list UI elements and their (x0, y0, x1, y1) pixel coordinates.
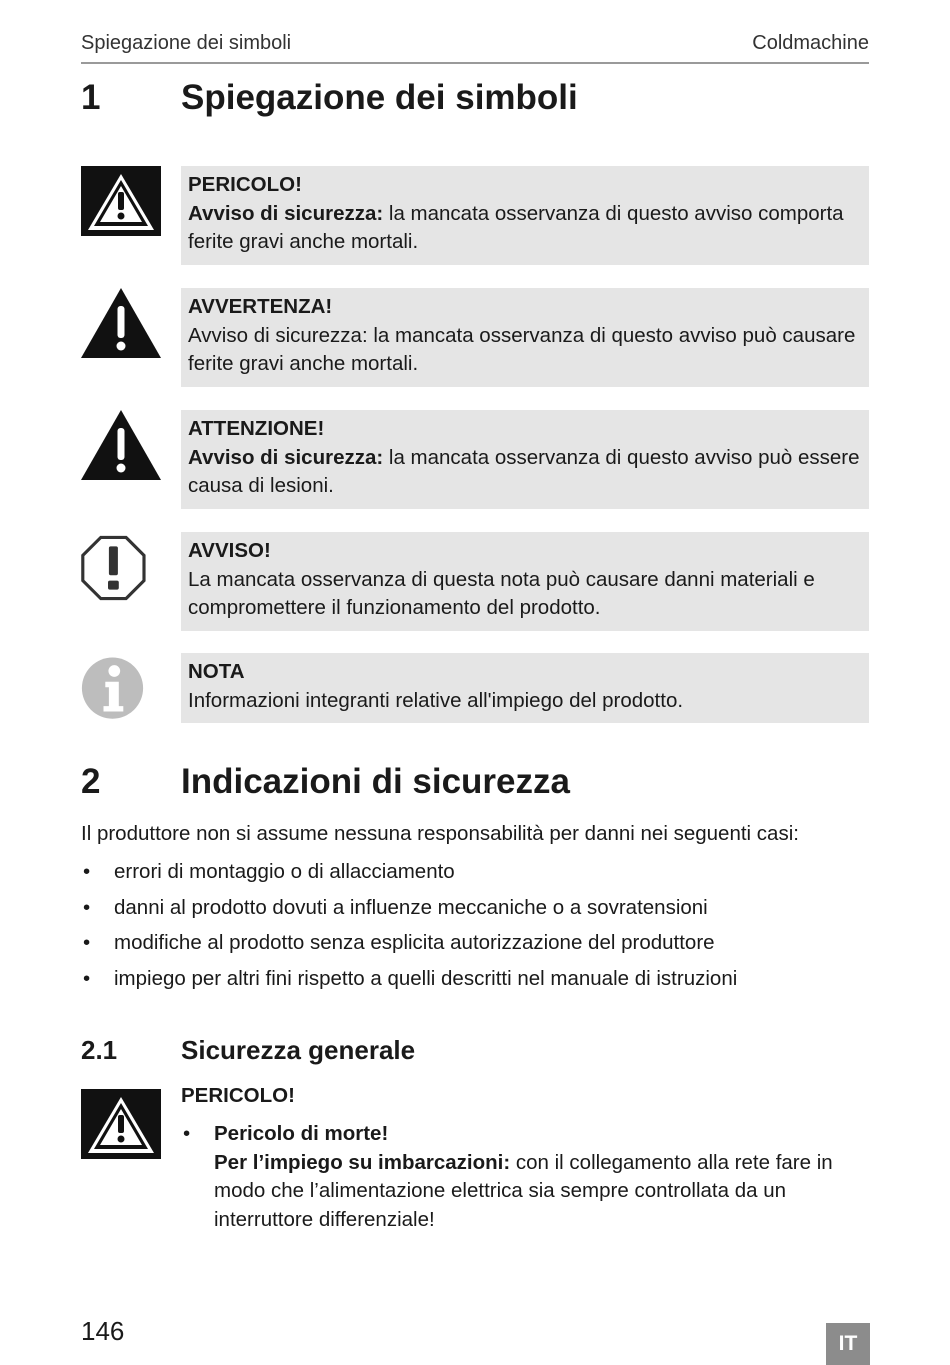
symbol-text: la mancata osservanza di questo avviso può essere causa di lesioni. (188, 445, 860, 497)
section-2-1-title: Sicurezza generale (181, 1035, 416, 1065)
liability-list (81, 858, 737, 1000)
symbol-text: la mancata osservanza di questo avviso comporta ferite gravi anche mortali. (188, 201, 844, 253)
symbol-box-note (181, 653, 869, 723)
section-2-number: 2 (81, 762, 101, 801)
list-item (81, 965, 737, 1001)
list-item-text: errori di montaggio o di allacciamento (114, 860, 455, 883)
symbol-label: AVVISO! (188, 539, 271, 562)
general-danger-text: con il collegamento alla rete fare in modo che l’alimentazione elettrica sia sempre controllata da un interruttore differenziale! (214, 1150, 833, 1231)
list-item-text: modifiche al prodotto senza esplicita autorizzazione del produttore (114, 931, 715, 954)
bullet-icon: • (83, 931, 91, 954)
list-item (81, 929, 737, 965)
section-1-title: Spiegazione dei simboli (181, 78, 578, 117)
bullet-icon: • (83, 860, 91, 883)
symbol-label: AVVERTENZA! (188, 295, 333, 318)
symbol-label: PERICOLO! (188, 173, 302, 196)
symbol-label: NOTA (188, 660, 245, 683)
warning-triangle-icon (81, 288, 161, 360)
general-danger-body (214, 1120, 869, 1234)
running-header (81, 30, 869, 64)
symbol-box-warning (181, 288, 869, 387)
general-danger-title: Pericolo di morte! (214, 1122, 389, 1145)
list-item-text: danni al prodotto dovuti a influenze meccaniche o a sovratensioni (114, 895, 708, 919)
symbol-box-caution (181, 410, 869, 509)
info-circle-icon (81, 653, 153, 725)
list-item (81, 894, 737, 930)
page-number: 146 (81, 1316, 125, 1346)
bullet-icon: • (183, 1122, 191, 1145)
warning-square-icon (81, 166, 161, 238)
running-header-section: Spiegazione dei simboli (81, 32, 292, 54)
warning-square-icon (81, 1089, 161, 1161)
language-tab: IT (826, 1323, 870, 1365)
general-danger-lead: Per l’impiego su imbarcazioni: (214, 1150, 511, 1174)
warning-triangle-icon (81, 410, 161, 482)
symbol-lead: Avviso di sicurezza: (188, 201, 384, 225)
symbol-box-danger (181, 166, 869, 265)
bullet-icon: • (83, 966, 91, 990)
octagon-exclamation-icon (81, 532, 153, 604)
symbol-text: Informazioni integranti relative all'impiego del prodotto. (188, 688, 684, 712)
bullet-icon: • (83, 895, 91, 919)
section-2-intro: Il produttore non si assume nessuna responsabilità per danni nei seguenti casi: (81, 822, 799, 845)
list-item-text: impiego per altri fini rispetto a quelli descritti nel manuale di istruzioni (114, 966, 738, 990)
general-danger-label: PERICOLO! (181, 1084, 295, 1107)
symbol-box-notice (181, 532, 869, 631)
symbol-text: La mancata osservanza di questa nota può causare danni materiali e compromettere il funzionamento del prodotto. (188, 567, 815, 619)
symbol-text: Avviso di sicurezza: la mancata osservanza di questo avviso può causare ferite gravi anche mortali. (188, 323, 856, 375)
section-2-title: Indicazioni di sicurezza (181, 762, 570, 801)
list-item (81, 858, 737, 894)
section-1-number: 1 (81, 78, 101, 117)
symbol-lead: Avviso di sicurezza: (188, 445, 384, 469)
section-2-1-number: 2.1 (81, 1035, 118, 1065)
symbol-label: ATTENZIONE! (188, 417, 325, 440)
running-header-product: Coldmachine (752, 32, 869, 54)
